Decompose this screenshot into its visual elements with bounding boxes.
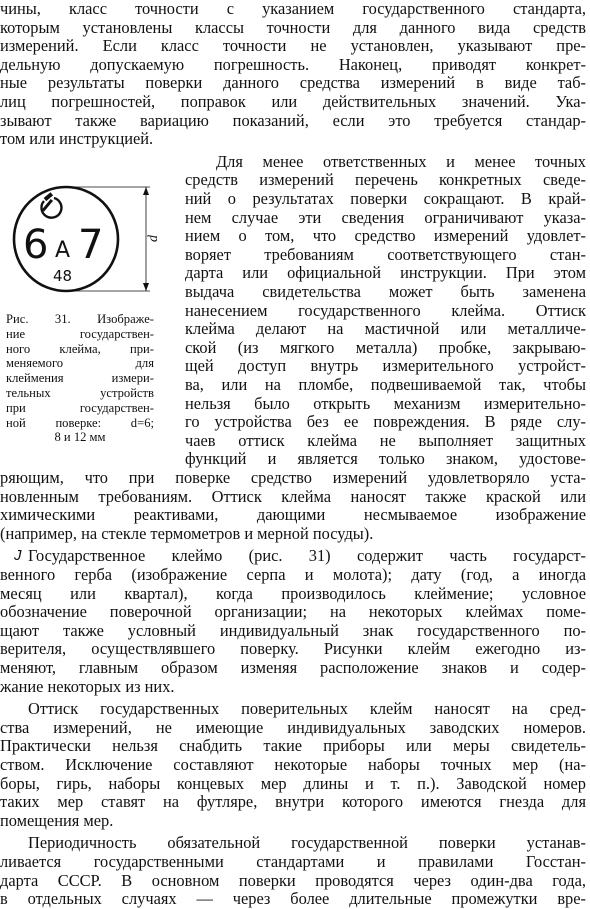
text-line: верителя, осуществлявшего поверку. Рисунки клейм ежегодно из- — [0, 639, 586, 659]
text-line: ные результаты поверки данного средства измерений в виде таб- — [0, 73, 586, 93]
text-line: средств измерений перечень конкретных сведе- — [185, 170, 586, 190]
text-line: Практически нельзя снабдить такие приборы или меры свидетель- — [0, 736, 586, 756]
margin-mark: J — [14, 547, 22, 565]
text-line: нельзя было открыть механизм измерительно- — [185, 393, 586, 413]
text-line: Периодичность обязательной государственной поверки устанав- — [28, 833, 586, 853]
caption-line: тельных устройств — [6, 385, 154, 400]
text-line: обозначение поверочной организации; на некоторых клеймах поме- — [0, 602, 586, 622]
stamp-digit-left: 6 — [23, 222, 49, 268]
hammer-sickle-icon — [41, 192, 61, 217]
text-line: клейма делают на мастичной или металличе- — [185, 319, 586, 339]
text-line: измерений. Если класс точности не установлен, указывают пре- — [0, 36, 586, 56]
caption-line: ние государствен- — [6, 326, 154, 341]
text-line: (например, на стекле термометров и мерной посуды). — [0, 523, 374, 543]
text-line: месяц или квартал), когда производилось клеймение; условное — [0, 583, 586, 603]
text-line: ства измерений, не имеющие индивидуальных заводских номеров. — [0, 717, 586, 737]
text-line: дельную допускаемую погрешность. Наконец, приводят конкрет- — [0, 54, 586, 74]
text-line: таких мер ставят на футляре, внутри которого имеются гнезда для — [0, 792, 586, 812]
text-line: дарта или официальной инструкции. При этом — [185, 263, 586, 283]
figure-caption — [6, 312, 154, 445]
text-line: выдача свидетельства может быть заменена — [185, 282, 586, 301]
figure-31 — [0, 164, 215, 464]
caption-line: ной поверке: d=6; — [6, 415, 154, 430]
state-stamp-image — [0, 164, 170, 309]
text-line: зывают также вариацию показаний, если это требуется стандар- — [0, 110, 586, 130]
text-line: боры, гирь, наборы концевых мер длины и т. п.). Заводской номер — [0, 773, 586, 793]
text-line: функций и является только знаком, удостове- — [185, 449, 586, 469]
text-line: ва, или на пломбе, подвешиваемой так, чтобы — [185, 375, 586, 394]
text-line: новленным требованиям. Оттиск клейма наносят также краской или — [0, 486, 586, 506]
text-line: Для менее ответственных и менее точных — [216, 151, 586, 171]
text-line: помещения мер. — [0, 810, 114, 830]
text-line: венного герба (изображение серпа и молота); дату (год, а иногда — [0, 565, 586, 584]
text-line: жание некоторых из них. — [0, 676, 175, 696]
text-line: дарта СССР. В основном поверки проводятся через один-два года, — [0, 870, 586, 890]
stamp-number: 48 — [53, 267, 73, 285]
text-line: воряет требованиям соответствующего стан- — [185, 244, 586, 264]
text-line: нием о том, что средство измерений удовлет- — [185, 226, 586, 246]
text-line: ний о результатах поверки сокращают. В край- — [185, 189, 586, 208]
text-line: нанесением государственного клейма. Оттиск — [185, 300, 586, 320]
caption-line: клеймения измери- — [6, 371, 154, 386]
text-line: го устройства без ее повреждения. В ряде слу- — [185, 412, 586, 432]
text-line: лиц погрешностей, поправок или действительных значений. Ука- — [0, 92, 586, 111]
text-line: чаев оттиск клейма не выполняет защитных — [185, 430, 586, 450]
caption-line: 8 и 12 мм — [54, 430, 106, 445]
text-line: чины, класс точности с указанием государственного стандарта, — [0, 0, 586, 18]
text-line: нем случае эти сведения ограничивают указа- — [185, 207, 586, 227]
text-line: меняют, главным образом изменяя расположение знаков и содер- — [0, 658, 586, 677]
text-line: химическими реактивами, дающими несмываемое изображение — [0, 505, 586, 525]
dimension-label: d — [146, 235, 161, 242]
text-line: которым установлены классы точности для данного вида средств — [0, 17, 586, 37]
text-line: Оттиск государственных поверительных клейм наносят на сред- — [28, 699, 586, 719]
text-line: том или инструкцией. — [0, 129, 154, 149]
text-line: в отдельных случаях — через более длительные промежутки вре- — [0, 889, 586, 909]
stamp-letter: А — [55, 238, 71, 263]
stamp-digit-right: 7 — [78, 222, 104, 268]
text-line: ством. Исключение составляют некоторые наборы точных мер (на- — [0, 755, 586, 774]
text-line: щают также условный индивидуальный знак государственного по- — [0, 620, 586, 640]
text-line: ливается государственными стандартами и правилами Госстан- — [0, 852, 586, 871]
text-line: ряющим, что при поверке средство измерений удовлетворяло уста- — [0, 468, 586, 487]
caption-line: ного клейма, при- — [6, 341, 154, 356]
caption-line: меняемого для — [6, 356, 154, 371]
caption-line: Рис. 31. Изображе- — [6, 312, 154, 326]
text-line: ской (из мягкого металла) пробке, закрываю- — [185, 337, 586, 357]
caption-line: при государствен- — [6, 400, 154, 415]
text-line: Государственное клеймо (рис. 31) содержит часть государст- — [28, 546, 586, 566]
text-line: щей доступ внутрь измерительного устройст- — [185, 356, 586, 376]
